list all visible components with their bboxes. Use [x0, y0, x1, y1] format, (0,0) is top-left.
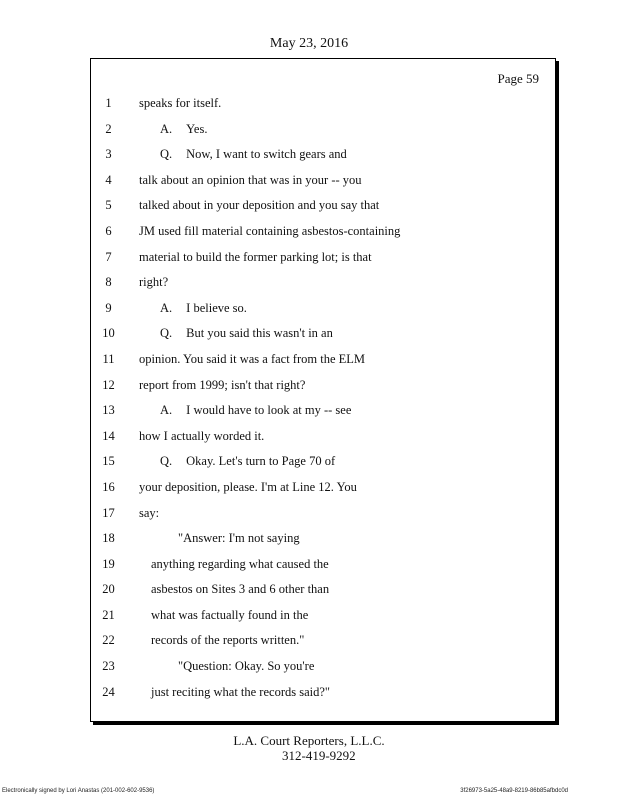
line-text [160, 449, 335, 475]
line-content: I would have to look at my -- see [186, 403, 352, 418]
line-text [160, 142, 347, 168]
transcript-line [91, 449, 555, 475]
line-content: talk about an opinion that was in your -- you [139, 172, 362, 187]
line-text [139, 373, 305, 399]
line-content: say: [139, 505, 160, 520]
line-text [160, 296, 247, 322]
transcript-line [91, 168, 555, 194]
transcript-line [91, 654, 555, 680]
speaker-label: A. [160, 300, 173, 315]
line-text [139, 475, 357, 501]
line-content: Okay. Let's turn to Page 70 of [186, 454, 336, 469]
transcript-line [91, 193, 555, 219]
line-number: 18 [102, 531, 115, 546]
line-content: "Answer: I'm not saying [178, 531, 300, 546]
line-number: 23 [102, 659, 115, 674]
transcript-line [91, 117, 555, 143]
line-text [151, 552, 329, 578]
line-content: opinion. You said it was a fact from the ELM [139, 351, 366, 366]
transcript-line [91, 245, 555, 271]
line-text [139, 193, 379, 219]
transcript-lines [91, 91, 555, 705]
line-number: 15 [102, 454, 115, 469]
line-number: 1 [105, 96, 112, 110]
line-number: 11 [102, 351, 115, 366]
transcript-line [91, 270, 555, 296]
line-number: 19 [102, 556, 115, 571]
line-text [139, 219, 400, 245]
line-text [139, 270, 168, 296]
line-content: JM used fill material containing asbestos-containing [139, 223, 401, 238]
transcript-line [91, 475, 555, 501]
line-number: 6 [105, 223, 112, 238]
line-number: 3 [105, 147, 112, 162]
transcript-line [91, 296, 555, 322]
line-number: 5 [105, 198, 112, 213]
line-content: your deposition, please. I'm at Line 12. You [139, 479, 357, 494]
line-number: 16 [102, 479, 115, 494]
line-content: how I actually worded it. [139, 428, 265, 443]
line-content: report from 1999; isn't that right? [139, 377, 306, 392]
line-number: 9 [105, 300, 112, 315]
speaker-label: Q. [160, 326, 173, 341]
line-content: asbestos on Sites 3 and 6 other than [151, 582, 330, 597]
line-number: 8 [105, 275, 112, 290]
line-text [151, 603, 308, 629]
line-content: right? [139, 275, 169, 290]
line-number: 12 [102, 377, 115, 392]
line-text [178, 526, 300, 552]
line-number: 21 [102, 607, 115, 622]
line-content: what was factually found in the [151, 607, 309, 622]
page-number-label: Page 59 [497, 71, 539, 86]
line-number: 10 [102, 326, 115, 341]
speaker-label: Q. [160, 454, 173, 469]
line-text [151, 680, 330, 706]
line-content: records of the reports written." [151, 633, 305, 648]
line-content: talked about in your deposition and you say that [139, 198, 380, 213]
speaker-label: A. [160, 403, 173, 418]
line-text [139, 424, 264, 450]
transcript-line [91, 142, 555, 168]
transcript-date: May 23, 2016 [269, 36, 349, 51]
line-text [178, 654, 314, 680]
line-text [151, 628, 304, 654]
transcript-line [91, 398, 555, 424]
line-text [160, 321, 333, 347]
line-content: anything regarding what caused the [151, 556, 329, 571]
line-text [139, 347, 365, 373]
reporter-phone: 312-419-9292 [282, 748, 356, 763]
line-number: 14 [102, 428, 115, 443]
line-number: 22 [102, 633, 115, 648]
document-id: 3f26973-5a25-48a9-8219-86b85afbdc0d [460, 788, 568, 794]
transcript-line [91, 321, 555, 347]
line-number: 24 [102, 684, 115, 699]
transcript-line [91, 347, 555, 373]
transcript-line [91, 219, 555, 245]
line-number: 4 [105, 172, 112, 187]
line-text [139, 245, 372, 271]
transcript-line [91, 680, 555, 706]
line-content: I believe so. [186, 300, 247, 315]
line-content: "Question: Okay. So you're [178, 659, 315, 674]
transcript-line [91, 501, 555, 527]
line-text [151, 577, 329, 603]
transcript-line [91, 603, 555, 629]
line-content: But you said this wasn't in an [186, 326, 333, 341]
reporter-company: L.A. Court Reporters, L.L.C. [233, 733, 385, 748]
line-text [160, 398, 351, 424]
line-text [139, 501, 159, 527]
line-number: 2 [105, 121, 112, 136]
line-text [160, 117, 207, 143]
line-content: Now, I want to switch gears and [186, 147, 347, 162]
speaker-label: Q. [160, 147, 173, 162]
transcript-line [91, 373, 555, 399]
line-number: 20 [102, 582, 115, 597]
speaker-label: A. [160, 121, 173, 136]
line-content: just reciting what the records said?" [151, 684, 331, 699]
transcript-line [91, 526, 555, 552]
line-number: 7 [105, 249, 112, 264]
transcript-line [91, 552, 555, 578]
line-text [139, 168, 362, 194]
line-content: material to build the former parking lot; is that [139, 249, 372, 264]
electronic-signature-note: Electronically signed by Lori Anastas (201-002-602-9536) [2, 788, 155, 794]
line-content: speaks for itself. [139, 96, 222, 110]
line-text [139, 91, 221, 117]
transcript-page-frame [90, 58, 556, 722]
transcript-line [91, 577, 555, 603]
transcript-line [91, 91, 555, 117]
line-number: 17 [102, 505, 115, 520]
transcript-line [91, 628, 555, 654]
line-content: Yes. [186, 121, 208, 136]
line-number: 13 [102, 403, 115, 418]
transcript-line [91, 424, 555, 450]
